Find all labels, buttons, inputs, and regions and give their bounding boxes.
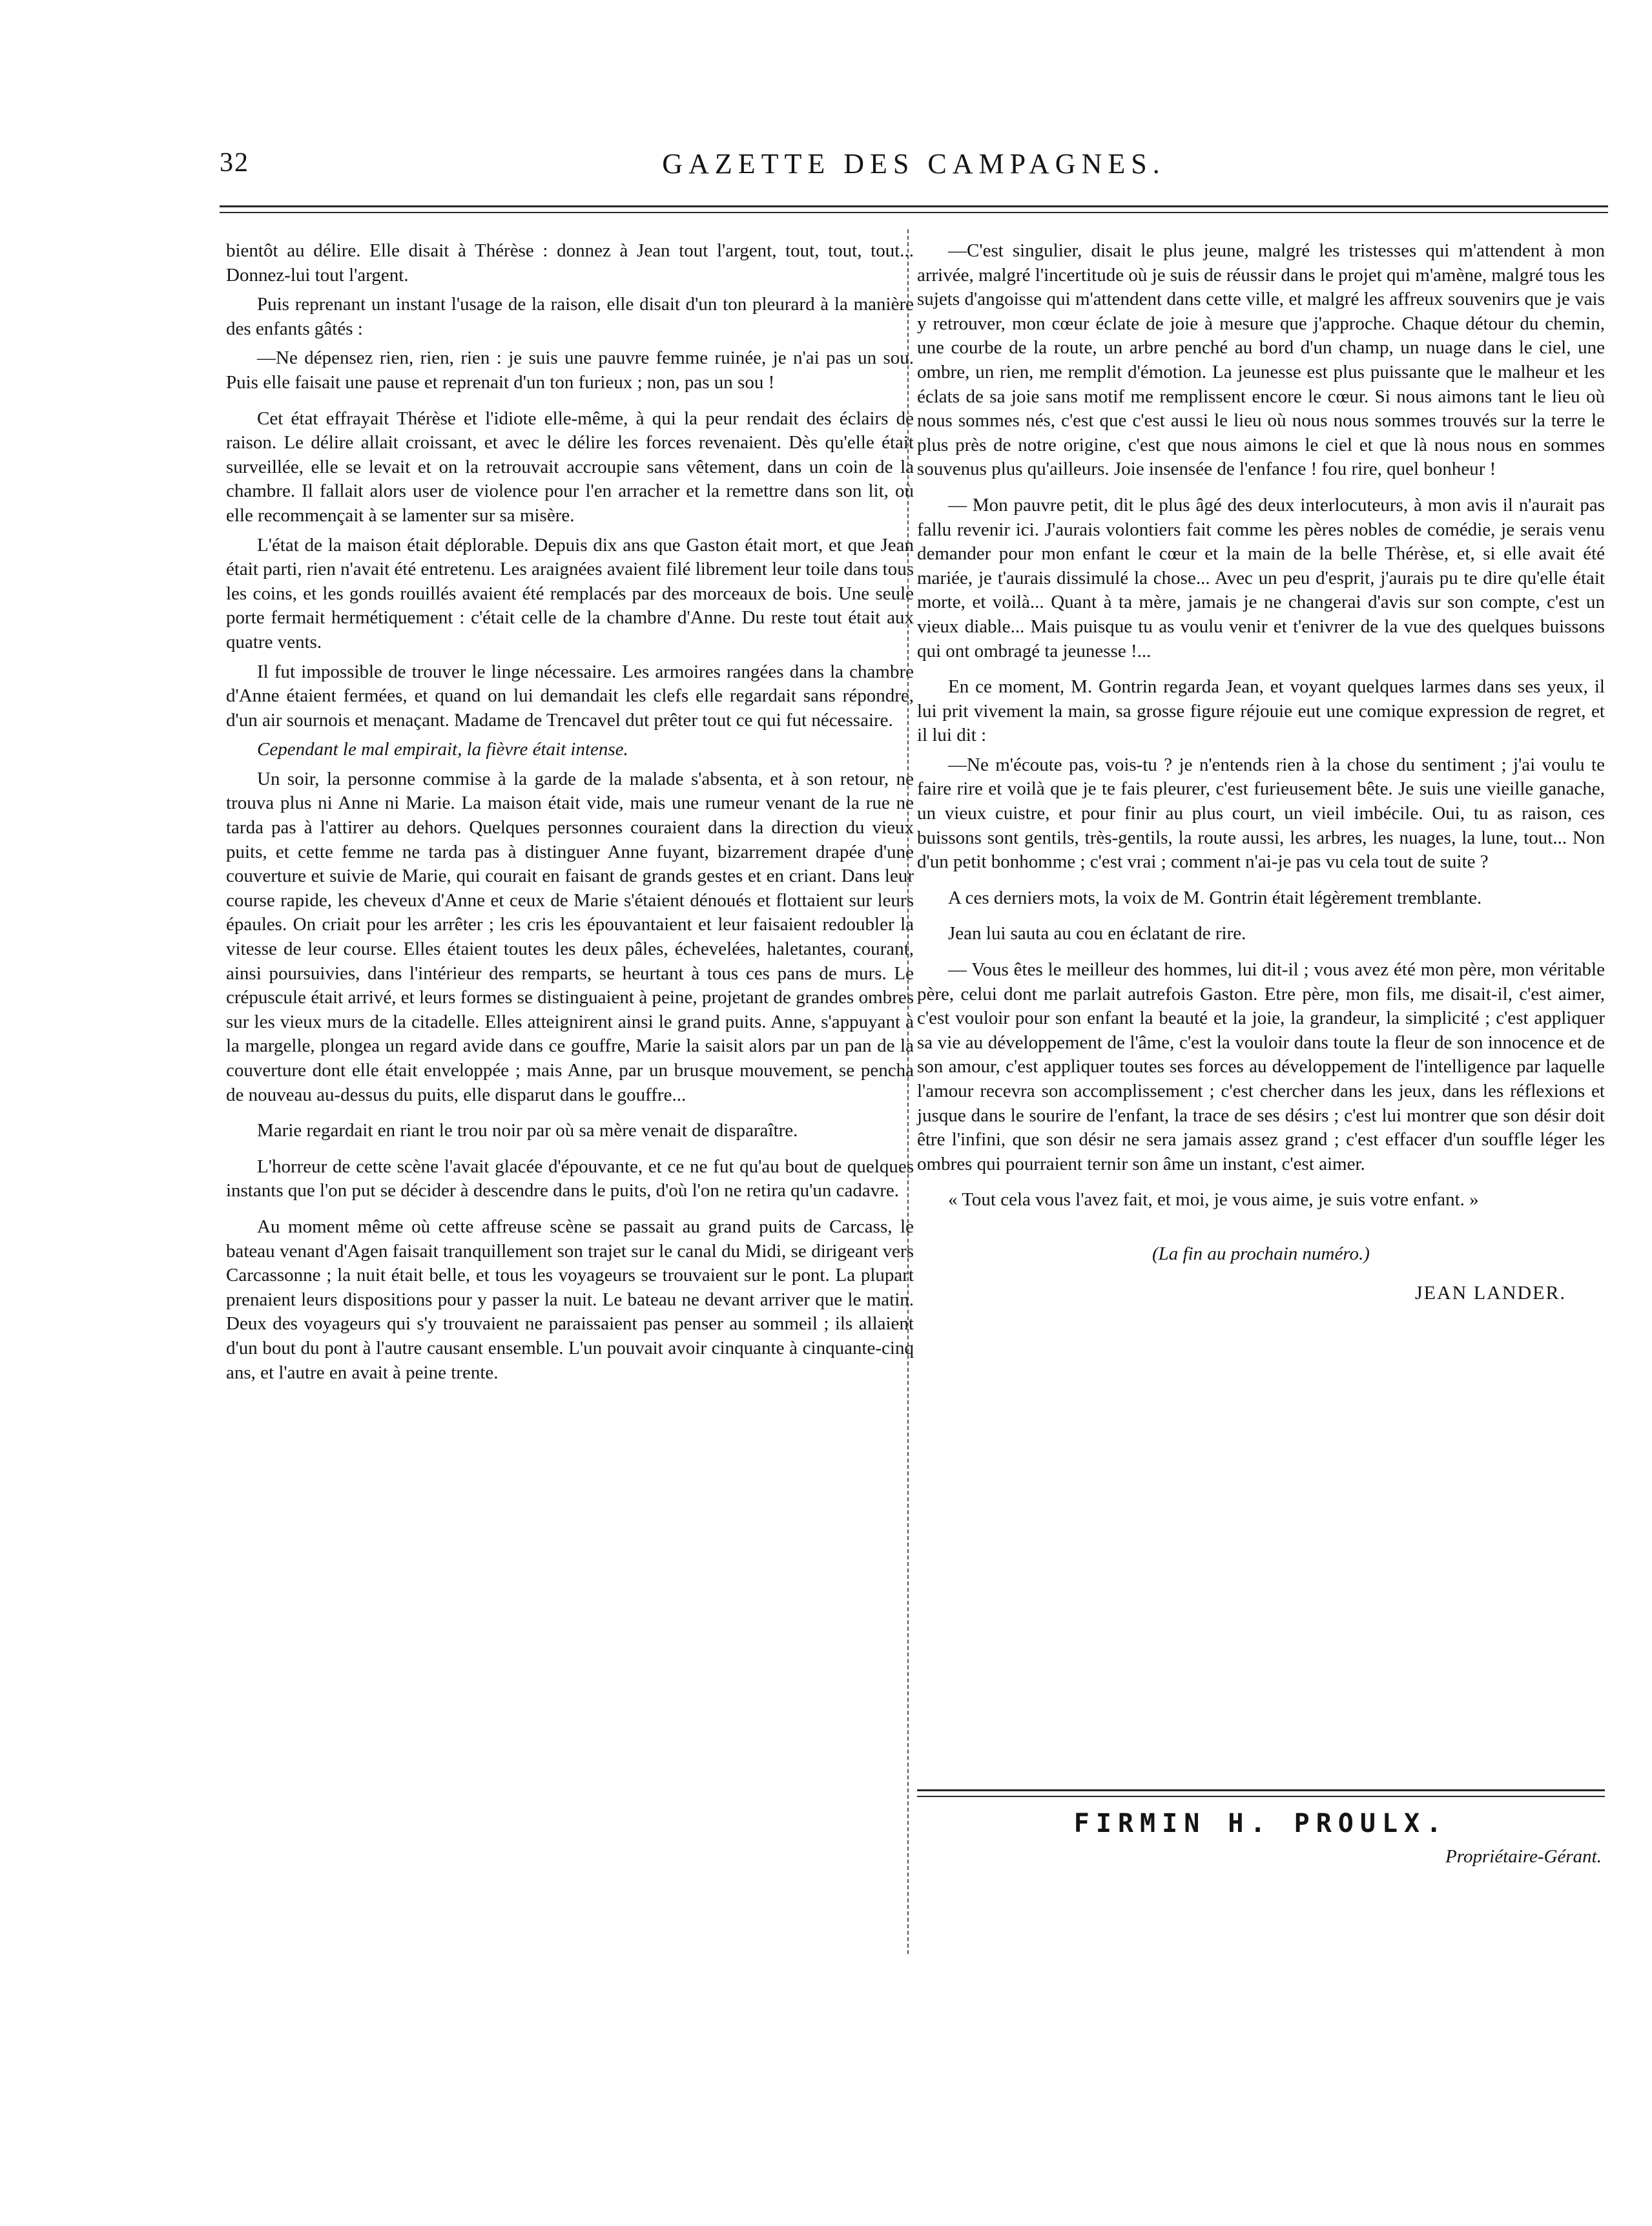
paragraph: —Ne dépensez rien, rien, rien : je suis une pauvre femme ruinée, je n'ai pas un sou. Puis elle faisait une pause et reprenait d'un ton furieux ; non, pas un sou ! bbox=[226, 348, 914, 393]
paragraph: — Vous êtes le meilleur des hommes, lui dit-il ; vous avez été mon père, mon véritable père, celui dont me parlait autrefois Gaston. Etre père, mon fils, me disait-il, c'est aimer, c'est vouloir pour son enfant la beauté et la joie, la grandeur, la simplicité ; c'est appliquer sa vie au développement de l'âme, c'est la vouloir dans toute la fleur de son innocence et de son amour, c'est appliquer toutes ses forces au développement de l'intelligence par laquelle l'amour recevra son accomplissement ; c'est chercher dans les jeux, dans les réflexions et jusque dans le sourire de l'enfant, la trace de ses désirs ; c'est lui montrer que son désir doit être l'infini, que son désir ne sera jamais assez grand ; c'est effacer d'un souffle léger les ombres qui pourraient ternir son âme un instant, c'est aimer. bbox=[917, 959, 1605, 1174]
publisher-name: FIRMIN H. PROULX. bbox=[1073, 1809, 1449, 1838]
paragraph: — Mon pauvre petit, dit le plus âgé des deux interlocuteurs, à mon avis il n'aurait pas fallu revenir ici. J'aurais volontiers fait comme les pères nobles de comédie, je serais venu demander pour mon enfant le cœur et la main de la belle Thérèse, et, si elle avait été mariée, je t'aurais dissimulé la chose... Avec un peu d'esprit, j'aurais pu te dire qu'elle était morte, et voilà... Quant à ta mère, jamais je ne changerai d'avis sur son compte, c'est un vieux diable... Mais puisque tu as voulu venir et t'enivrer de la vue des quelques buissons qui ont ombragé ta jeunesse !... bbox=[917, 494, 1605, 661]
journal-title: GAZETTE DES CAMPAGNES. bbox=[662, 148, 1166, 180]
paragraph: Au moment même où cette affreuse scène se passait au grand puits de Carcass, le bateau venant d'Agen faisait tranquillement son trajet sur le canal du Midi, se dirigeant vers Carcassonne ; la nuit était belle, et tous les voyageurs se trouvaient sur le pont. La plupart prenaient leurs dispositions pour y passer la nuit. Le bateau ne devant arriver que le matin. Deux des voyageurs qui s'y trouvaient ne paraissaient pas penser au sommeil ; ils allaient d'un bout du pont à l'autre causant ensemble. L'un pouvait avoir cinquante à cinquante-cinq ans, et l'autre en avait à peine trente. bbox=[226, 1216, 914, 1383]
to-be-continued-note: (La fin au prochain numéro.) bbox=[1152, 1243, 1370, 1264]
paragraph: Puis reprenant un instant l'usage de la raison, elle disait d'un ton pleurard à la manière des enfants gâtés : bbox=[226, 294, 914, 339]
right-column bbox=[917, 239, 1605, 1310]
paragraph: Un soir, la personne commise à la garde de la malade s'absenta, et à son retour, ne trouva plus ni Anne ni Marie. La maison était vide, mais une rumeur venant de la rue ne tarda pas à l'attirer au dehors. Quelques personnes couraient dans la direction du vieux puits, et cette femme ne tarda pas à distinguer Anne fuyant, bizarrement drapée d'une couverture et suivie de Marie, qui courait en faisant de grands gestes et en criant. Dans leur course rapide, les cheveux d'Anne et ceux de Marie s'étaient dénoués et flottaient sur leurs épaules. On criait pour les arrêter ; les cris les épouvantaient et leur faisaient redoubler la vitesse de leur course. Elles étaient toutes les deux pâles, échevelées, haletantes, courant, ainsi poursuivies, dans l'intérieur des remparts, se heurtant à tous ces pans de murs. Le crépuscule était arrivé, et leurs formes se distinguaient à peine, projetant de grandes ombres sur les vieux murs de la citadelle. Elles atteignirent ainsi le grand puits. Anne, s'appuyant à la margelle, plongea un regard avide dans ce gouffre, Marie la saisit alors par un pan de la couverture dont elle était enveloppée ; mais Anne, par un brusque mouvement, se pencha de nouveau au-dessus du puits, elle disparut dans le gouffre... bbox=[226, 768, 914, 1105]
paragraph: Jean lui sauta au cou en éclatant de rire. bbox=[948, 923, 1246, 944]
page-number: 32 bbox=[220, 148, 249, 178]
left-column bbox=[226, 239, 914, 1390]
paragraph: —Ne m'écoute pas, vois-tu ? je n'entends rien à la chose du sentiment ; j'ai voulu te faire rire et voilà que je te fais pleurer, c'est furieusement bête. Je suis une vieille ganache, un vieux cuistre, et pour finir au plus court, un vieil imbécile. Oui, tu as raison, ces buissons sont gentils, très-gentils, la route aussi, les arbres, les nuages, la lune, tout... Non d'un petit bonhomme ; c'est vrai ; comment n'ai-je pas vu cela tout de suite ? bbox=[917, 754, 1605, 873]
paragraph: Marie regardait en riant le trou noir par où sa mère venait de disparaître. bbox=[257, 1120, 798, 1141]
page-header bbox=[220, 147, 1608, 186]
paragraph: En ce moment, M. Gontrin regarda Jean, et voyant quelques larmes dans ses yeux, il lui prit vivement la main, sa grosse figure réjouie eut une comique expression de regret, et il lui dit : bbox=[917, 676, 1605, 746]
paragraph: « Tout cela vous l'avez fait, et moi, je vous aime, je suis votre enfant. » bbox=[948, 1189, 1479, 1211]
header-rule bbox=[220, 205, 1608, 207]
paragraph: bientôt au délire. Elle disait à Thérèse : donnez à Jean tout l'argent, tout, tout, tout... Donnez-lui tout l'argent. bbox=[226, 240, 914, 286]
paragraph: Cependant le mal empirait, la fièvre était intense. bbox=[257, 739, 628, 760]
paragraph: A ces derniers mots, la voix de M. Gontrin était légèrement tremblante. bbox=[948, 887, 1482, 908]
paragraph: Il fut impossible de trouver le linge nécessaire. Les armoires rangées dans la chambre d'Anne étaient fermées, et quand on lui demandait les clefs elle regardait sans répondre, d'un air sournois et menaçant. Madame de Trencavel dut prêter tout ce qui fut nécessaire. bbox=[226, 661, 914, 731]
column-divider bbox=[907, 229, 909, 1954]
paragraph: L'horreur de cette scène l'avait glacée d'épouvante, et ce ne fut qu'au bout de quelques instants que l'on put se décider à descendre dans le puits, d'où l'on ne retira qu'un cadavre. bbox=[226, 1156, 914, 1201]
footer-rule bbox=[917, 1789, 1605, 1791]
paragraph: —C'est singulier, disait le plus jeune, malgré les tristesses qui m'attendent à mon arrivée, malgré l'incertitude où je suis de réussir dans le projet qui m'amène, malgré tous les sujets d'angoisse qui m'attendent dans cette ville, et malgré les affreux souvenirs que je vais y retrouver, mon cœur éclate de joie à mesure que j'approche. Chaque détour du chemin, une courbe de la route, un arbre penché au bord d'un champ, un nuage dans le ciel, une ombre, un rien, me remplit d'émotion. La jeunesse est plus puissante que le malheur et les éclats de sa joie sans motif me remplissent encore le cœur. Si nous aimons tant le lieu où nous sommes nés, c'est que c'est aussi le lieu où nous nous sommes trouvés sur la terre le plus près de notre origine, c'est que nous aimons le ciel et que là nous nous en sommes souvenus plus qu'ailleurs. Joie insensée de l'enfance ! fou rire, quel bonheur ! bbox=[917, 240, 1605, 480]
author-signature: JEAN LANDER. bbox=[1415, 1282, 1566, 1304]
paragraph: L'état de la maison était déplorable. Depuis dix ans que Gaston était mort, et que Jean était parti, rien n'avait été entretenu. Les araignées avaient filé librement leur toile dans tous les coins, et les gonds rouillés avaient été remplacés par des morceaux de bois. Une seule porte fermait hermétiquement : c'était celle de la chambre d'Anne. Du reste tout était aux quatre vents. bbox=[226, 534, 914, 652]
footer-rule-thin bbox=[917, 1796, 1605, 1797]
header-rule-thin bbox=[220, 212, 1608, 213]
publisher-role: Propriétaire-Gérant. bbox=[1445, 1846, 1602, 1867]
paragraph: Cet état effrayait Thérèse et l'idiote elle-même, à qui la peur rendait des éclairs de raison. Le délire allait croissant, et avec le délire les forces revenaient. Dès qu'elle était surveillée, elle se levait et on la retrouvait accroupie sans vêtement, dans un coin de la chambre. Il fallait alors user de violence pour l'en arracher et la remettre dans son lit, où elle recommençait à se lamenter sur sa misère. bbox=[226, 408, 914, 526]
